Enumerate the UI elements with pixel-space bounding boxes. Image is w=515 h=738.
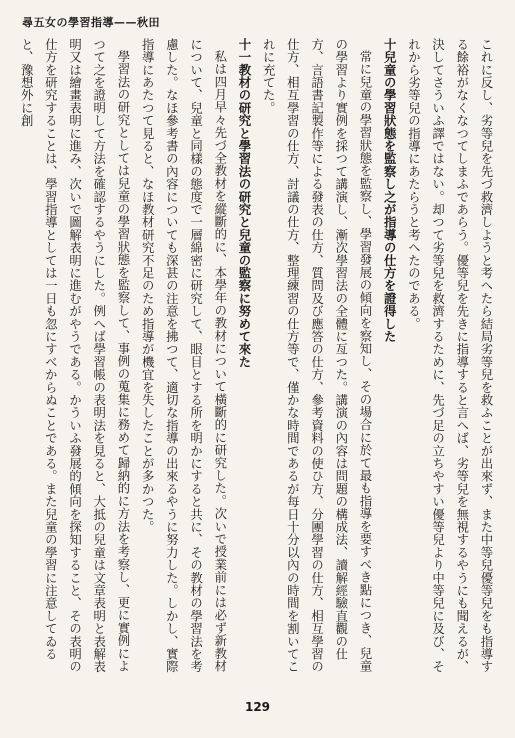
running-head: 尋五女の學習指導——秋田 bbox=[22, 16, 160, 29]
body-text bbox=[19, 38, 498, 678]
paragraph: 常に兒童の學習狀態を監察し、學習發展の傾向を察知し、その場合に於て最も指導を要すべき點につき、兒童の學習より實例を採つて講演し、漸次學習法の全體に亙つた。講演の內容は問題の構成法、讀解經驗直觀の仕方、言語書記製作等による發表の仕方、質問及び應答の仕方、參考資料の使ひ方、分團學習の仕方、相互學習の仕方、相互學習の仕方、討議の仕方、整理練習の仕方等で、僅かな時間であるが每日十分以內の時間を割いてこれに充てた。 bbox=[261, 38, 373, 673]
section-heading: 十一教材の研究と學習法の研究と兒童の監察に努めて來た bbox=[236, 38, 252, 369]
paragraph: 私は四月早々先づ全教材を縱斷的に、本學年の教材について橫斷的に研究した。次いで授業前には必ず新教材について、兒童と同樣の態度で一層綿密に研究して、眼目とする所を明かにすると共に、その教材の學習法を考慮した。なほ參考書の內容についても深甚の注意を拂つて、適切な指導の出來るやうに努力した。しかし、實際指導にあたつて見ると、なほ教材研究不足のため指導が機宜を失したことが多かつた。 bbox=[140, 38, 228, 673]
paragraph: これに反し、劣等兒を先づ救濟しようと考へたら結局劣等兒を救ふことが出來ず、また中等兒優等兒をも指導する餘裕がなくなつてしまふであらう。優等兒を先きに指導すると言へば、劣等兒を無視するやうにも聞えるが、決してさういふ譯ではない。却つて劣等兒を救濟するために、先づ足の立ちやすい優等兒より中等兒に及び、それから劣等兒の指導にあたらうと考へたのである。 bbox=[406, 38, 494, 673]
section-heading: 十兒童の學習狀態を監察し之が指導の仕方を證得した bbox=[382, 38, 398, 343]
paragraph: 學習法の研究としては兒童の學習狀態を監察して、事例の蒐集に務めて歸納的に方法を考察し、更に實例によつて之を證明して方法を確認するやうにした。例へば學習帳の表明法を見ると、大抵の兒童は文章表明と表解表明又は繪畫表明に進み、次いで圖解表明に進むがやうである。かういふ發展的傾向を探知すること、その表明の仕方を研究することは、學習指導としては一日も忽にすべからぬことである。また兒童の學習に注意してゐると、豫想外に創 bbox=[19, 38, 131, 673]
page-number: 129 bbox=[244, 700, 271, 714]
